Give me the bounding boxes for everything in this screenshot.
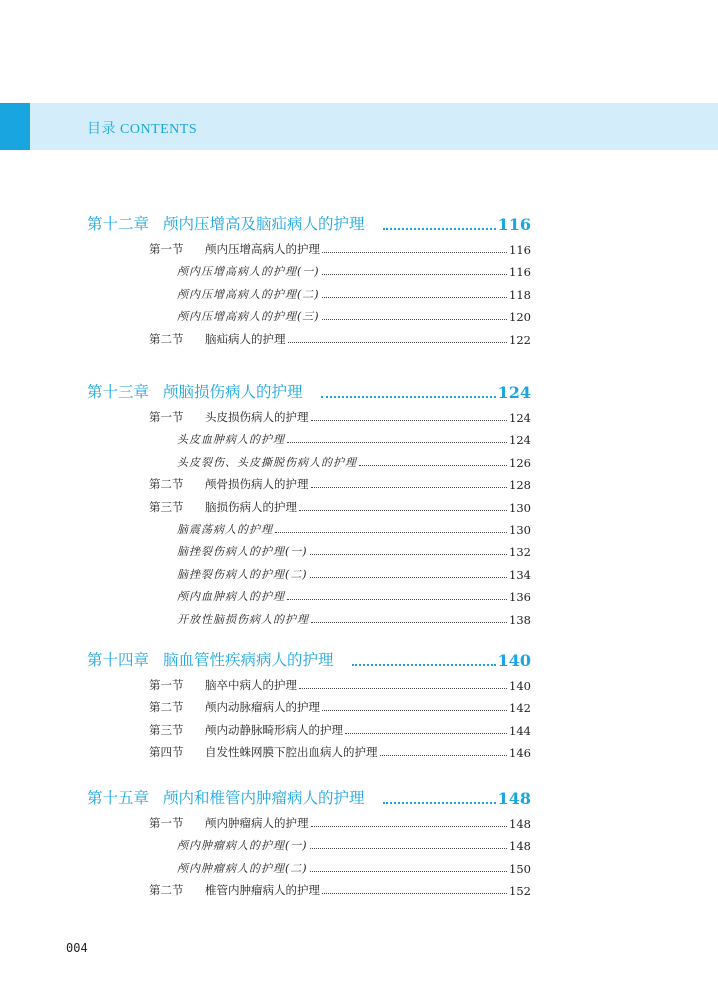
dot-leader: [287, 599, 507, 600]
entry-page-number: 118: [509, 287, 531, 302]
header-accent-block: [0, 103, 30, 150]
section-entry[interactable]: [149, 882, 531, 898]
dot-leader: [311, 826, 508, 827]
section-number: 第一节: [149, 678, 184, 692]
chapter-page-number: 116: [497, 215, 531, 234]
subsection-entry[interactable]: [177, 566, 531, 582]
contents-title: 目录 CONTENTS: [87, 122, 198, 137]
section-number: 第二节: [149, 883, 184, 898]
chapter-heading[interactable]: [87, 212, 531, 234]
dot-leader: [311, 622, 507, 623]
chapter-number: 第十五章: [87, 789, 150, 807]
section-number: 第三节: [149, 499, 184, 514]
chapter-number: 第十二章: [87, 215, 150, 233]
chapter-page-number: 140: [497, 651, 531, 670]
chapter-page-number: 124: [497, 383, 531, 402]
section-entry[interactable]: [149, 409, 531, 425]
chapter-title: 颅内和椎管内肿瘤病人的护理: [163, 789, 365, 807]
dot-leader: [345, 733, 507, 734]
subsection-entry[interactable]: [177, 308, 531, 324]
chapter-number: 第十三章: [87, 383, 150, 401]
entry-page-number: 116: [509, 265, 531, 280]
entry-page-number: 120: [509, 310, 531, 325]
entry-page-number: 144: [509, 723, 531, 738]
dot-leader: [310, 577, 507, 578]
dot-leader: [322, 274, 507, 275]
subsection-entry[interactable]: [177, 521, 531, 537]
section-number: 第一节: [149, 242, 184, 256]
chapter-title: 脑血管性疾病病人的护理: [163, 651, 334, 669]
dot-leader: [383, 802, 496, 804]
section-number: 第四节: [149, 745, 184, 760]
entry-title: 脑挫裂伤病人的护理(二): [177, 567, 308, 581]
contents-header-bar: [0, 103, 718, 150]
entry-title: 头皮损伤病人的护理: [205, 410, 309, 424]
chapter-title: 颅脑损伤病人的护理: [163, 383, 303, 401]
entry-title: 自发性蛛网膜下腔出血病人的护理: [205, 745, 378, 760]
dot-leader: [275, 532, 507, 533]
dot-leader: [380, 755, 508, 756]
entry-title: 颅内肿瘤病人的护理(二): [177, 861, 308, 875]
entry-page-number: 148: [509, 839, 531, 854]
dot-leader: [287, 442, 507, 443]
dot-leader: [359, 465, 507, 466]
page-number: 004: [66, 941, 88, 955]
section-entry[interactable]: [149, 499, 531, 515]
entry-page-number: 134: [509, 567, 531, 582]
entry-title: 颅骨损伤病人的护理: [205, 477, 309, 492]
subsection-entry[interactable]: [177, 263, 531, 279]
chapter-heading[interactable]: [87, 648, 531, 670]
dot-leader: [311, 420, 508, 421]
entry-page-number: 130: [509, 500, 531, 515]
dot-leader: [321, 396, 496, 398]
entry-title: 颅内压增高病人的护理(一): [177, 265, 320, 279]
section-number: 第三节: [149, 722, 184, 737]
section-number: 第二节: [149, 477, 184, 492]
entry-page-number: 122: [509, 332, 531, 347]
entry-page-number: 136: [509, 590, 531, 605]
section-entry[interactable]: [149, 815, 531, 831]
section-entry[interactable]: [149, 241, 531, 257]
subsection-entry[interactable]: [177, 543, 531, 559]
dot-leader: [352, 664, 496, 666]
subsection-entry[interactable]: [177, 454, 531, 470]
entry-page-number: 152: [509, 884, 531, 899]
subsection-entry[interactable]: [177, 611, 531, 627]
dot-leader: [322, 710, 507, 711]
dot-leader: [299, 510, 507, 511]
dot-leader: [299, 688, 507, 689]
section-number: 第一节: [149, 816, 184, 830]
entry-page-number: 150: [509, 861, 531, 876]
entry-page-number: 146: [509, 746, 531, 761]
entry-page-number: 132: [509, 545, 531, 560]
entry-title: 颅内肿瘤病人的护理(一): [177, 839, 308, 853]
subsection-entry[interactable]: [177, 837, 531, 853]
subsection-entry[interactable]: [177, 588, 531, 604]
section-number: 第一节: [149, 410, 184, 424]
dot-leader: [310, 554, 507, 555]
entry-page-number: 116: [509, 243, 531, 257]
section-entry[interactable]: [149, 722, 531, 738]
entry-title: 颅内肿瘤病人的护理: [205, 816, 309, 830]
section-entry[interactable]: [149, 331, 531, 347]
subsection-entry[interactable]: [177, 286, 531, 302]
dot-leader: [322, 297, 507, 298]
dot-leader: [322, 893, 507, 894]
entry-title: 脑震荡病人的护理: [177, 523, 273, 536]
entry-title: 头皮裂伤、头皮撕脱伤病人的护理: [177, 455, 357, 469]
dot-leader: [311, 487, 508, 488]
chapter-number: 第十四章: [87, 651, 150, 669]
section-entry[interactable]: [149, 476, 531, 492]
chapter-heading[interactable]: [87, 786, 531, 808]
entry-page-number: 124: [509, 411, 531, 425]
entry-title: 脑挫裂伤病人的护理(一): [177, 545, 308, 559]
entry-title: 椎管内肿瘤病人的护理: [205, 883, 320, 898]
entry-page-number: 126: [509, 455, 531, 470]
entry-page-number: 128: [509, 478, 531, 493]
entry-title: 颅内血肿病人的护理: [177, 590, 285, 604]
section-number: 第二节: [149, 700, 184, 715]
entry-title: 脑卒中病人的护理: [205, 678, 297, 692]
entry-title: 头皮血肿病人的护理: [177, 433, 285, 447]
chapter-title: 颅内压增高及脑疝病人的护理: [163, 215, 365, 233]
dot-leader: [310, 848, 507, 849]
entry-page-number: 130: [509, 523, 531, 537]
chapter-page-number: 148: [497, 789, 531, 808]
entry-page-number: 124: [509, 433, 531, 448]
dot-leader: [310, 871, 507, 872]
section-number: 第二节: [149, 331, 184, 346]
entry-page-number: 138: [509, 612, 531, 627]
entry-title: 颅内动脉瘤病人的护理: [205, 700, 320, 715]
entry-title: 脑疝病人的护理: [205, 331, 286, 346]
section-entry[interactable]: [149, 699, 531, 715]
dot-leader: [322, 319, 507, 320]
chapter-heading[interactable]: [87, 380, 531, 402]
section-entry[interactable]: [149, 677, 531, 693]
entry-title: 颅内压增高病人的护理(二): [177, 287, 320, 301]
subsection-entry[interactable]: [177, 431, 531, 447]
dot-leader: [383, 228, 496, 230]
subsection-entry[interactable]: [177, 860, 531, 876]
entry-title: 颅内压增高病人的护理(三): [177, 310, 320, 324]
dot-leader: [322, 252, 507, 253]
section-entry[interactable]: [149, 744, 531, 760]
entry-title: 颅内压增高病人的护理: [205, 242, 320, 256]
dot-leader: [288, 342, 508, 343]
entry-page-number: 148: [509, 817, 531, 831]
entry-page-number: 142: [509, 701, 531, 716]
entry-title: 开放性脑损伤病人的护理: [177, 612, 309, 626]
entry-page-number: 140: [509, 679, 531, 693]
entry-title: 颅内动静脉畸形病人的护理: [205, 722, 343, 737]
entry-title: 脑损伤病人的护理: [205, 499, 297, 514]
